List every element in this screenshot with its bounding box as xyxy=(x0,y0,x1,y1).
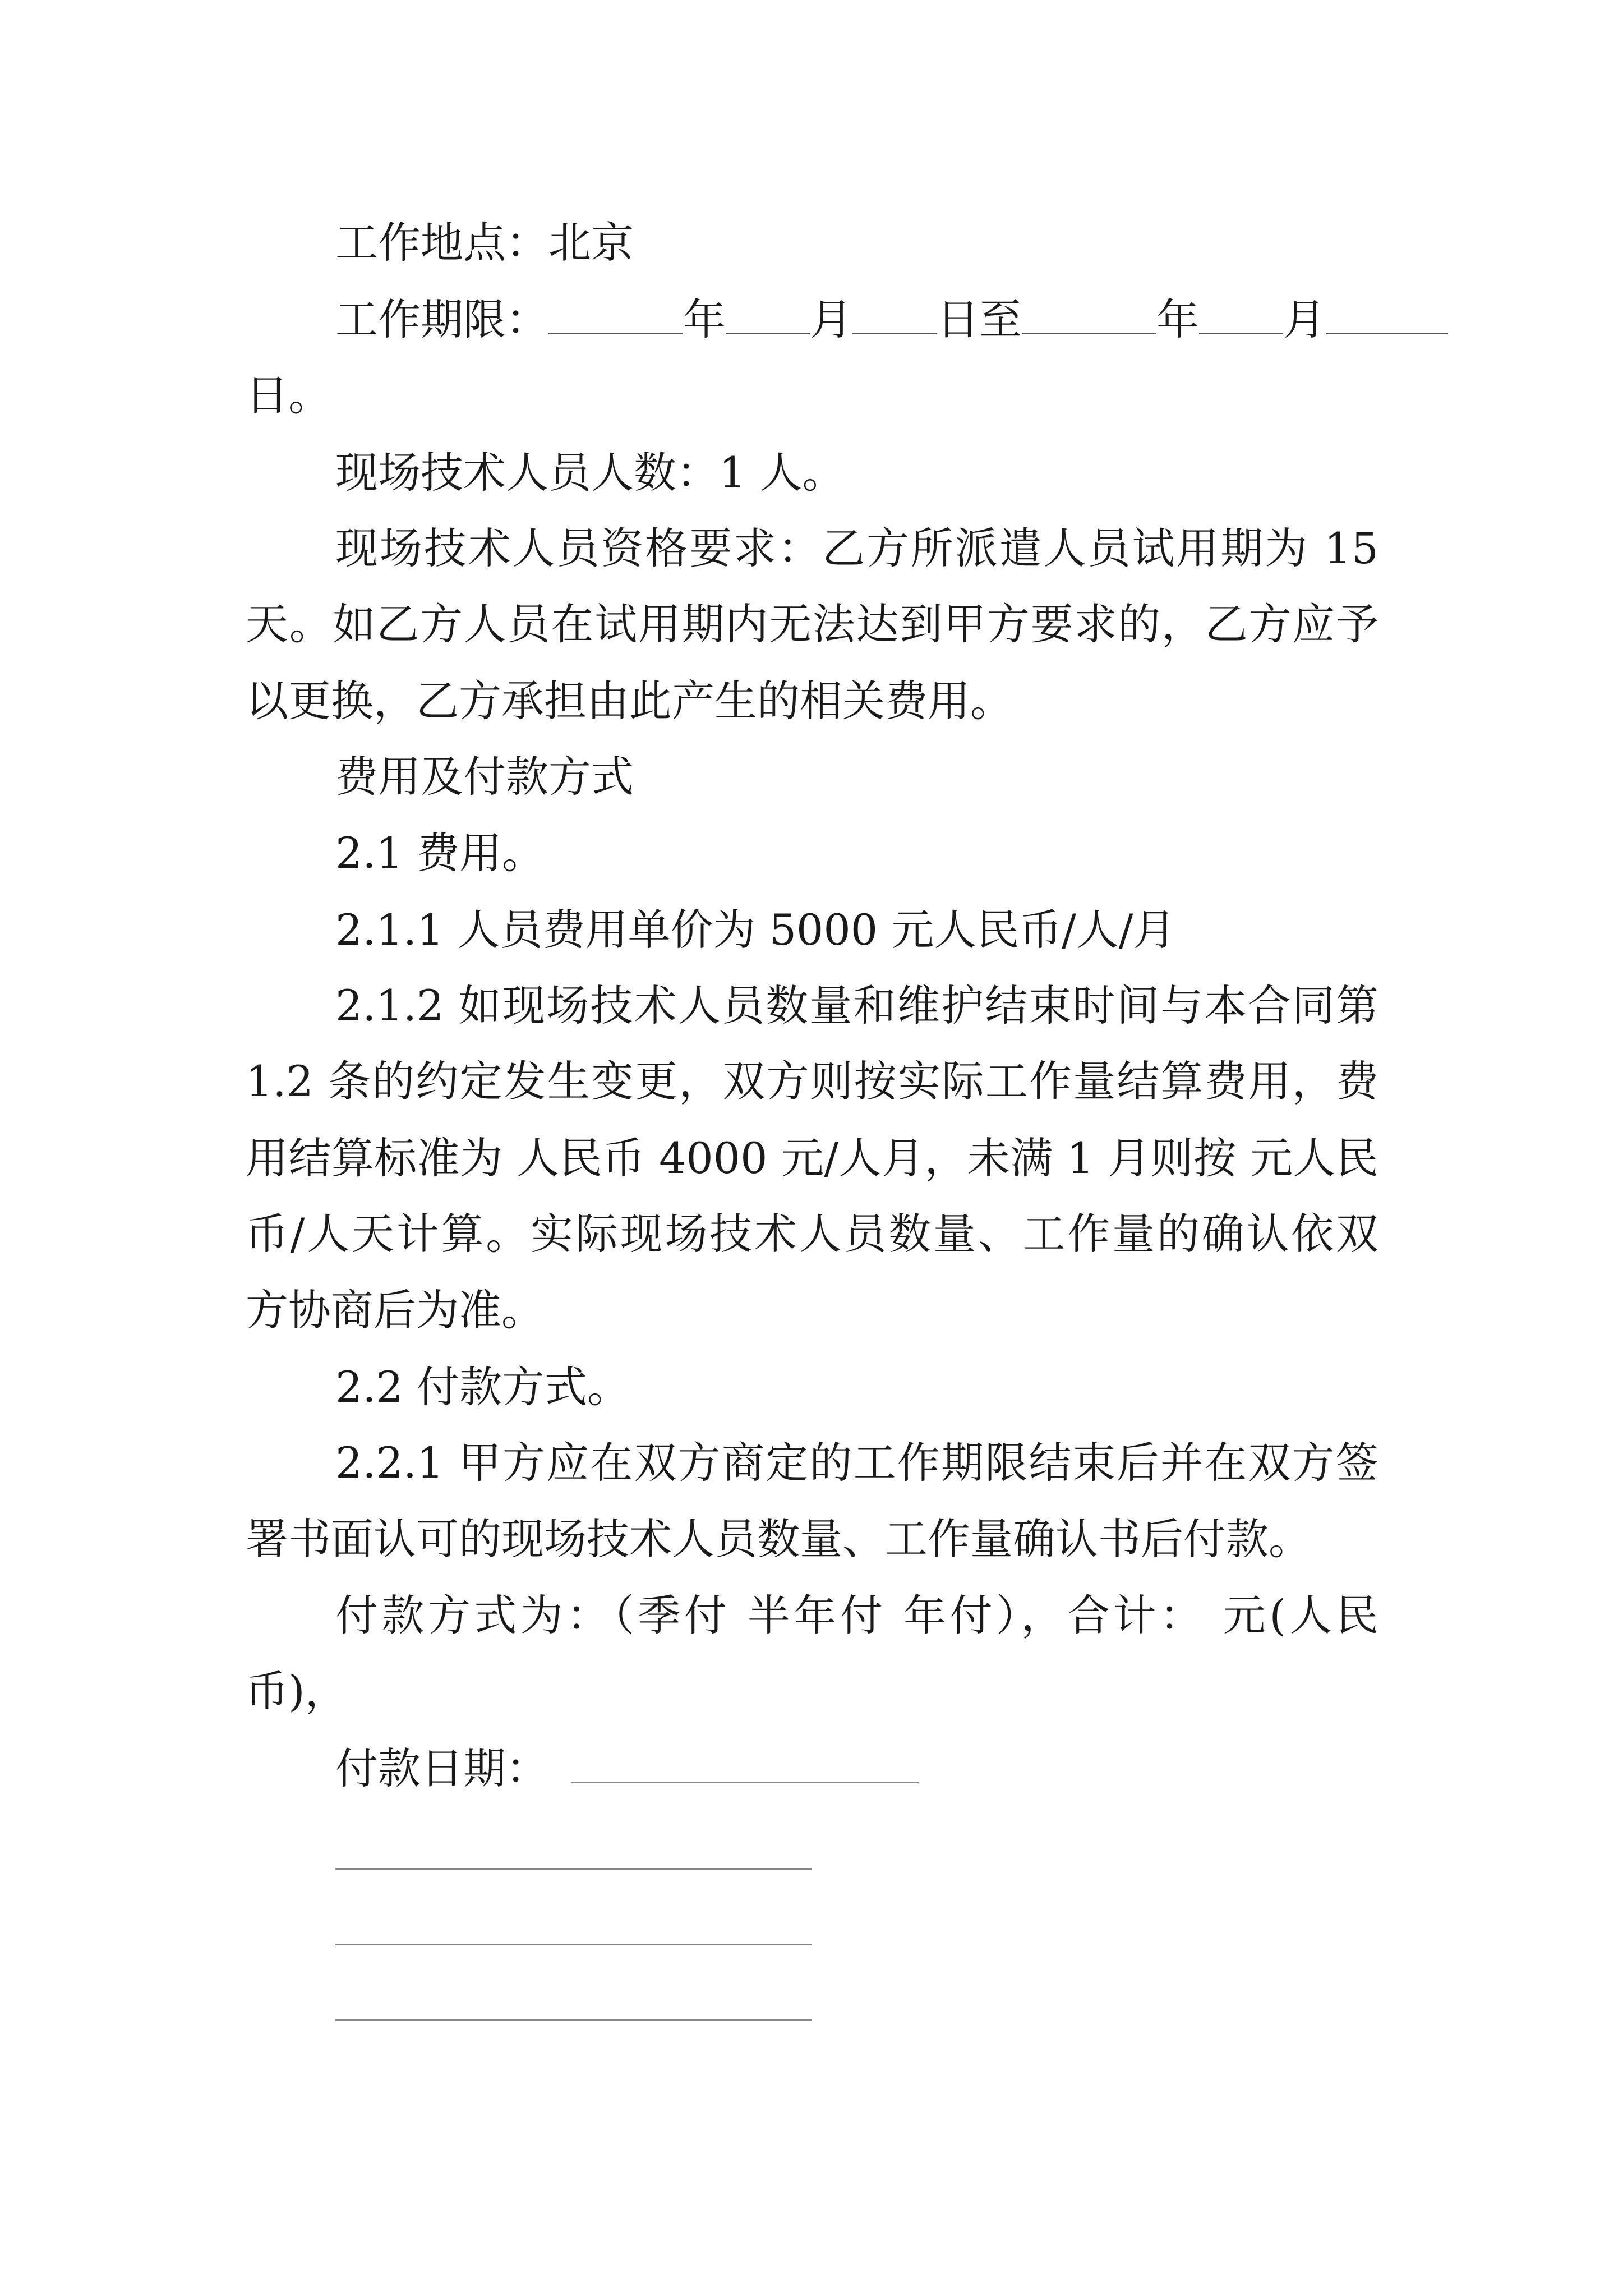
payment-date-blank xyxy=(571,1748,919,1783)
signature-line-3 xyxy=(335,2019,812,2021)
work-term-year-1: 年 xyxy=(683,295,726,344)
payment-method-line-1: 付款方式为：（季付 半年付 年付），合计： 元(人民 xyxy=(335,1590,1378,1640)
blank-end-year xyxy=(1022,299,1156,334)
work-term xyxy=(335,295,1448,344)
work-term-month-2: 月 xyxy=(1283,295,1326,344)
fee-heading: 费用及付款方式 xyxy=(335,752,634,802)
payment-date xyxy=(335,1743,919,1793)
blank-start-month xyxy=(726,299,810,334)
blank-start-year xyxy=(548,299,683,334)
section-2-1-1: 2.1.1 人员费用单价为 5000 元人民币/人/月 xyxy=(335,905,1176,955)
blank-end-month xyxy=(1199,299,1283,334)
section-2-1-2-line-3: 用结算标准为 人民币 4000 元/人月，未满 1 月则按 元人民 xyxy=(246,1133,1378,1183)
work-term-day-to: 日至 xyxy=(937,295,1022,344)
work-location: 工作地点：北京 xyxy=(335,218,634,268)
work-term-year-2: 年 xyxy=(1156,295,1199,344)
blank-start-day xyxy=(852,299,937,334)
section-2-2-1-line-2: 署书面认可的现场技术人员数量、工作量确认书后付款。 xyxy=(246,1514,1311,1564)
section-2-2-1-line-1: 2.2.1 甲方应在双方商定的工作期限结束后并在双方签 xyxy=(335,1438,1378,1488)
section-2-1-2-line-4: 币/人天计算。实际现场技术人员数量、工作量的确认依双 xyxy=(246,1209,1378,1259)
work-term-month-1: 月 xyxy=(810,295,852,344)
signature-line-2 xyxy=(335,1944,812,1945)
payment-method-line-2: 币)， xyxy=(246,1666,348,1716)
section-2-2: 2.2 付款方式。 xyxy=(335,1362,630,1412)
blank-end-day xyxy=(1326,299,1448,334)
section-2-1-2-line-1: 2.1.2 如现场技术人员数量和维护结束时间与本合同第 xyxy=(335,981,1378,1030)
qualification-line-1: 现场技术人员资格要求：乙方所派遣人员试用期为 15 xyxy=(335,523,1378,573)
section-2-1-2-line-2: 1.2 条的约定发生变更，双方则按实际工作量结算费用，费 xyxy=(246,1056,1378,1106)
signature-line-1 xyxy=(335,1868,812,1870)
work-term-label: 工作期限： xyxy=(335,295,548,344)
payment-date-label: 付款日期： xyxy=(335,1743,548,1793)
staff-count: 现场技术人员人数：1 人。 xyxy=(335,448,845,498)
section-2-1-2-line-5: 方协商后为准。 xyxy=(246,1285,544,1335)
section-2-1: 2.1 费用。 xyxy=(335,828,545,878)
work-term-end: 日。 xyxy=(246,370,331,420)
qualification-line-3: 以更换，乙方承担由此产生的相关费用。 xyxy=(246,676,1013,726)
qualification-line-2: 天。如乙方人员在试用期内无法达到甲方要求的，乙方应予 xyxy=(246,599,1378,649)
